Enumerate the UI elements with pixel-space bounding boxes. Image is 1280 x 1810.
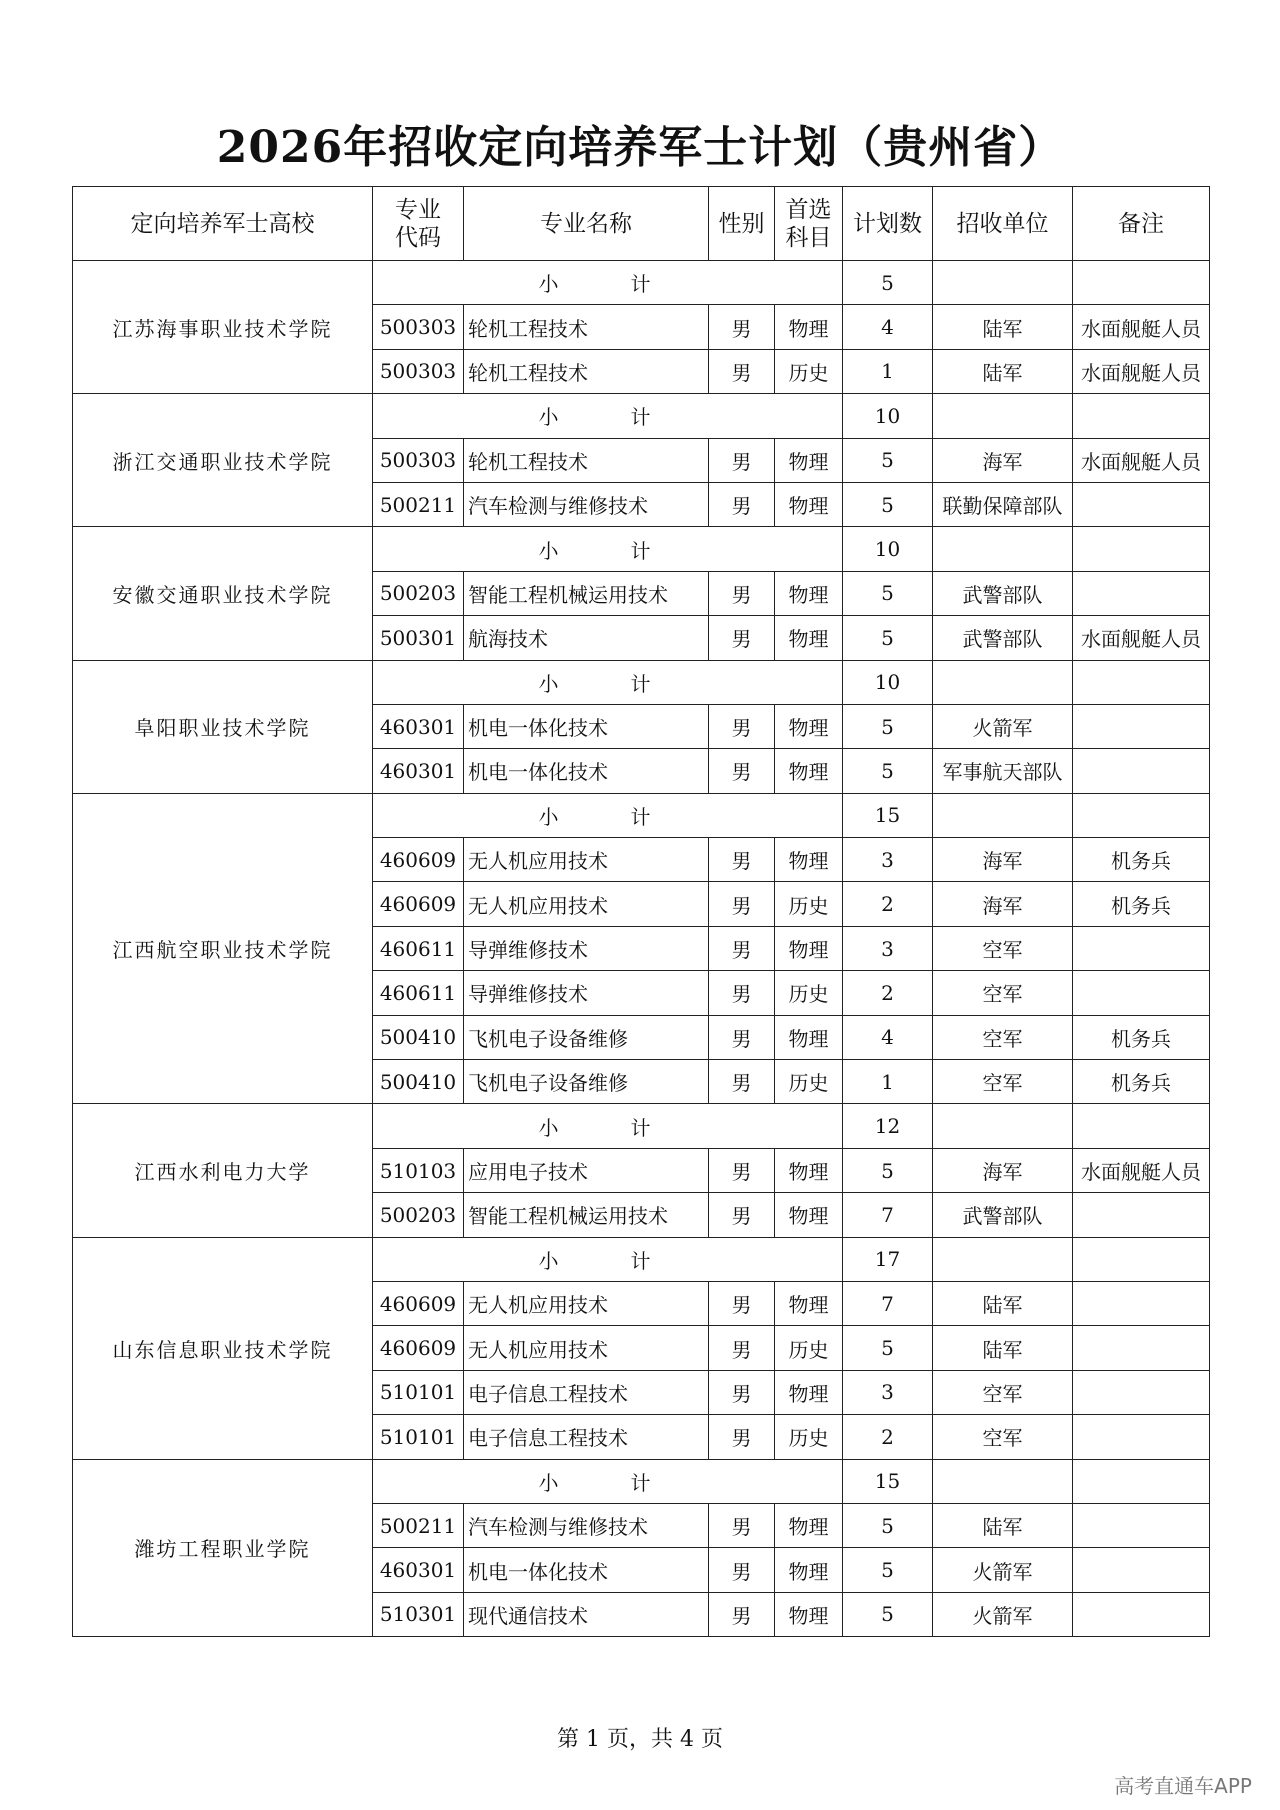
major-name: 航海技术 [464,616,709,660]
quota: 5 [843,482,933,526]
note [1073,1592,1210,1636]
major-code: 460301 [373,749,464,793]
gender: 男 [709,1015,775,1059]
recruiting-unit: 空军 [933,971,1073,1015]
major-code: 460609 [373,1281,464,1325]
subtotal-unit [933,527,1073,571]
recruiting-unit: 武警部队 [933,616,1073,660]
subtotal-label: 小 计 [373,1237,843,1281]
major-code: 460609 [373,1326,464,1370]
major-name: 智能工程机械运用技术 [464,571,709,615]
quota: 5 [843,1326,933,1370]
recruiting-unit: 空军 [933,1370,1073,1414]
header-code: 专业代码 [373,187,464,261]
gender: 男 [709,926,775,970]
major-name: 电子信息工程技术 [464,1370,709,1414]
subtotal-row [73,261,1210,305]
major-name: 机电一体化技术 [464,749,709,793]
subtotal-label: 小 计 [373,793,843,837]
quota: 3 [843,1370,933,1414]
first-subject: 物理 [775,749,843,793]
major-code: 460301 [373,1548,464,1592]
major-name: 轮机工程技术 [464,349,709,393]
subtotal-row [73,394,1210,438]
school-name: 安徽交通职业技术学院 [73,527,373,660]
header-unit: 招收单位 [933,187,1073,261]
major-code: 460609 [373,882,464,926]
subtotal-note [1073,394,1210,438]
first-subject: 物理 [775,482,843,526]
subtotal-note [1073,1459,1210,1503]
school-name: 阜阳职业技术学院 [73,660,373,793]
major-code: 460301 [373,704,464,748]
first-subject: 物理 [775,838,843,882]
major-name: 轮机工程技术 [464,305,709,349]
subtotal-quota: 10 [843,527,933,571]
quota: 5 [843,1503,933,1547]
subtotal-unit [933,1104,1073,1148]
note [1073,971,1210,1015]
note: 水面舰艇人员 [1073,1148,1210,1192]
note: 机务兵 [1073,882,1210,926]
subtotal-quota: 12 [843,1104,933,1148]
subtotal-label: 小 计 [373,261,843,305]
major-name: 机电一体化技术 [464,1548,709,1592]
gender: 男 [709,305,775,349]
quota: 3 [843,926,933,970]
major-code: 500203 [373,1193,464,1237]
gender: 男 [709,438,775,482]
note [1073,1370,1210,1414]
major-name: 应用电子技术 [464,1148,709,1192]
major-name: 智能工程机械运用技术 [464,1193,709,1237]
recruiting-unit: 陆军 [933,1503,1073,1547]
quota: 7 [843,1281,933,1325]
gender: 男 [709,1370,775,1414]
subtotal-label: 小 计 [373,1104,843,1148]
major-code: 500211 [373,482,464,526]
quota: 5 [843,571,933,615]
school-name: 江西航空职业技术学院 [73,793,373,1104]
gender: 男 [709,1148,775,1192]
first-subject: 历史 [775,1415,843,1459]
major-name: 现代通信技术 [464,1592,709,1636]
major-code: 500303 [373,438,464,482]
major-code: 460609 [373,838,464,882]
subtotal-label: 小 计 [373,660,843,704]
note: 机务兵 [1073,838,1210,882]
major-name: 导弹维修技术 [464,971,709,1015]
subtotal-quota: 17 [843,1237,933,1281]
subtotal-row [73,1104,1210,1148]
major-code: 460611 [373,971,464,1015]
note [1073,1415,1210,1459]
gender: 男 [709,971,775,1015]
plan-table [72,186,1210,1637]
note [1073,571,1210,615]
school-name: 江西水利电力大学 [73,1104,373,1237]
gender: 男 [709,349,775,393]
major-name: 汽车检测与维修技术 [464,482,709,526]
major-name: 轮机工程技术 [464,438,709,482]
gender: 男 [709,838,775,882]
note: 水面舰艇人员 [1073,616,1210,660]
recruiting-unit: 空军 [933,1015,1073,1059]
note: 水面舰艇人员 [1073,305,1210,349]
note: 水面舰艇人员 [1073,349,1210,393]
first-subject: 物理 [775,1370,843,1414]
gender: 男 [709,704,775,748]
gender: 男 [709,882,775,926]
first-subject: 物理 [775,305,843,349]
note [1073,1281,1210,1325]
recruiting-unit: 联勤保障部队 [933,482,1073,526]
header-note: 备注 [1073,187,1210,261]
page-footer: 第 1 页，共 4 页 [557,1727,723,1752]
first-subject: 物理 [775,704,843,748]
first-subject: 历史 [775,1326,843,1370]
quota: 5 [843,749,933,793]
recruiting-unit: 海军 [933,838,1073,882]
first-subject: 物理 [775,1281,843,1325]
subtotal-quota: 5 [843,261,933,305]
quota: 1 [843,349,933,393]
first-subject: 历史 [775,971,843,1015]
major-name: 机电一体化技术 [464,704,709,748]
quota: 4 [843,1015,933,1059]
header-school: 定向培养军士高校 [73,187,373,261]
major-code: 510301 [373,1592,464,1636]
gender: 男 [709,1326,775,1370]
quota: 4 [843,305,933,349]
school-name: 潍坊工程职业学院 [73,1459,373,1637]
subtotal-unit [933,1459,1073,1503]
major-name: 飞机电子设备维修 [464,1060,709,1104]
quota: 2 [843,1415,933,1459]
quota: 1 [843,1060,933,1104]
note [1073,1548,1210,1592]
major-name: 无人机应用技术 [464,1326,709,1370]
note [1073,1193,1210,1237]
gender: 男 [709,1548,775,1592]
subtotal-quota: 10 [843,660,933,704]
quota: 5 [843,1148,933,1192]
recruiting-unit: 海军 [933,882,1073,926]
recruiting-unit: 空军 [933,1415,1073,1459]
gender: 男 [709,482,775,526]
quota: 5 [843,438,933,482]
note [1073,1326,1210,1370]
subtotal-quota: 15 [843,793,933,837]
major-code: 460611 [373,926,464,970]
note [1073,704,1210,748]
subtotal-row [73,660,1210,704]
subtotal-note [1073,660,1210,704]
gender: 男 [709,571,775,615]
major-code: 500211 [373,1503,464,1547]
note [1073,482,1210,526]
recruiting-unit: 陆军 [933,1281,1073,1325]
subtotal-note [1073,261,1210,305]
note: 机务兵 [1073,1060,1210,1104]
subtotal-row [73,527,1210,571]
recruiting-unit: 空军 [933,926,1073,970]
first-subject: 物理 [775,926,843,970]
major-name: 电子信息工程技术 [464,1415,709,1459]
major-code: 500301 [373,616,464,660]
subtotal-unit [933,793,1073,837]
first-subject: 物理 [775,1548,843,1592]
first-subject: 历史 [775,882,843,926]
watermark: 高考直通车APP [1114,1774,1252,1798]
recruiting-unit: 武警部队 [933,1193,1073,1237]
major-name: 无人机应用技术 [464,838,709,882]
subtotal-note [1073,793,1210,837]
first-subject: 物理 [775,1193,843,1237]
gender: 男 [709,1415,775,1459]
note [1073,926,1210,970]
subtotal-unit [933,660,1073,704]
quota: 3 [843,838,933,882]
major-code: 500203 [373,571,464,615]
major-code: 500410 [373,1015,464,1059]
quota: 5 [843,1548,933,1592]
major-code: 510101 [373,1415,464,1459]
recruiting-unit: 陆军 [933,1326,1073,1370]
subtotal-row [73,1237,1210,1281]
major-code: 500303 [373,305,464,349]
subtotal-label: 小 计 [373,1459,843,1503]
school-name: 山东信息职业技术学院 [73,1237,373,1459]
quota: 5 [843,704,933,748]
quota: 2 [843,882,933,926]
subtotal-quota: 15 [843,1459,933,1503]
header-major: 专业名称 [464,187,709,261]
subtotal-unit [933,261,1073,305]
gender: 男 [709,1503,775,1547]
header-subject: 首选科目 [775,187,843,261]
subtotal-note [1073,527,1210,571]
first-subject: 物理 [775,1148,843,1192]
recruiting-unit: 武警部队 [933,571,1073,615]
major-name: 汽车检测与维修技术 [464,1503,709,1547]
subtotal-row [73,1459,1210,1503]
recruiting-unit: 空军 [933,1060,1073,1104]
recruiting-unit: 陆军 [933,305,1073,349]
note: 机务兵 [1073,1015,1210,1059]
gender: 男 [709,616,775,660]
recruiting-unit: 海军 [933,438,1073,482]
page-title: 2026年招收定向培养军士计划（贵州省） [216,122,1064,173]
subtotal-note [1073,1104,1210,1148]
quota: 5 [843,616,933,660]
recruiting-unit: 海军 [933,1148,1073,1192]
gender: 男 [709,1592,775,1636]
subtotal-row [73,793,1210,837]
note: 水面舰艇人员 [1073,438,1210,482]
recruiting-unit: 火箭军 [933,704,1073,748]
subtotal-label: 小 计 [373,394,843,438]
school-name: 浙江交通职业技术学院 [73,394,373,527]
school-name: 江苏海事职业技术学院 [73,261,373,394]
table-header-row [73,187,1210,261]
major-name: 无人机应用技术 [464,882,709,926]
first-subject: 历史 [775,349,843,393]
gender: 男 [709,749,775,793]
major-name: 无人机应用技术 [464,1281,709,1325]
quota: 5 [843,1592,933,1636]
subtotal-unit [933,394,1073,438]
major-code: 500410 [373,1060,464,1104]
gender: 男 [709,1281,775,1325]
header-gender: 性别 [709,187,775,261]
note [1073,1503,1210,1547]
recruiting-unit: 火箭军 [933,1548,1073,1592]
note [1073,749,1210,793]
recruiting-unit: 军事航天部队 [933,749,1073,793]
quota: 2 [843,971,933,1015]
major-code: 510101 [373,1370,464,1414]
recruiting-unit: 火箭军 [933,1592,1073,1636]
first-subject: 物理 [775,571,843,615]
first-subject: 物理 [775,1503,843,1547]
major-code: 510103 [373,1148,464,1192]
first-subject: 物理 [775,438,843,482]
first-subject: 物理 [775,1592,843,1636]
major-name: 飞机电子设备维修 [464,1015,709,1059]
major-code: 500303 [373,349,464,393]
first-subject: 物理 [775,616,843,660]
major-name: 导弹维修技术 [464,926,709,970]
first-subject: 物理 [775,1015,843,1059]
subtotal-unit [933,1237,1073,1281]
subtotal-label: 小 计 [373,527,843,571]
subtotal-note [1073,1237,1210,1281]
first-subject: 历史 [775,1060,843,1104]
quota: 7 [843,1193,933,1237]
table-body [73,261,1210,1637]
gender: 男 [709,1193,775,1237]
gender: 男 [709,1060,775,1104]
header-quota: 计划数 [843,187,933,261]
recruiting-unit: 陆军 [933,349,1073,393]
subtotal-quota: 10 [843,394,933,438]
